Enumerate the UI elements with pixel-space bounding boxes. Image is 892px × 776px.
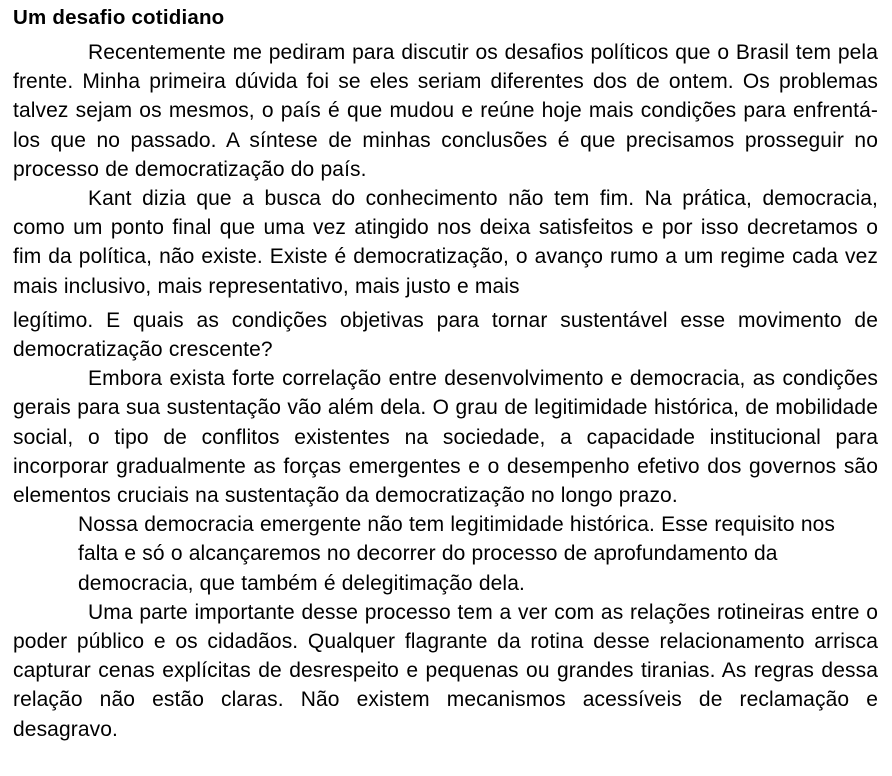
paragraph-2: Kant dizia que a busca do conhecimento não tem fim. Na prática, democracia, como um ponto final que uma vez atingido nos deixa satisfeitos e por isso decretamos o fim da política, não existe. Existe é democratização, o avanço rumo a um regime cada vez mais inclusivo, mais representativo, mais justo e mais	[13, 187, 878, 298]
paragraph-1: Recentemente me pediram para discutir os desafios políticos que o Brasil tem pela frente. Minha primeira dúvida foi se eles seriam diferentes dos de ontem. Os problemas talvez sejam os mesmos, o país é que mudou e reúne hoje mais condições para enfrentá-los que no passado. A síntese de minhas conclusões é que precisamos prosseguir no processo de democratização do país.	[13, 41, 878, 181]
page-title: Um desafio cotidiano	[13, 6, 225, 29]
paragraph-3: legítimo. E quais as condições objetivas para tornar sustentável esse movimento de democratização crescente?	[13, 308, 878, 362]
paragraph-6: Uma parte importante desse processo tem a ver com as relações rotineiras entre o poder público e os cidadãos. Qualquer flagrante da rotina desse relacionamento arrisca capturar cenas explícitas de desrespeito e pequenas ou grandes tiranias. As regras dessa relação não estão claras. Não existem mecanismos acessíveis de reclamação e desagravo.	[13, 600, 878, 741]
paragraph-5: Nossa democracia emergente não tem legitimidade histórica. Esse requisito nos falta e só o alcançaremos no decorrer do processo de aprofundamento da democracia, que também é delegitimação dela.	[78, 513, 836, 595]
document-body	[13, 38, 878, 744]
paragraph-4: Embora exista forte correlação entre desenvolvimento e democracia, as condições gerais para sua sustentação vão além dela. O grau de legitimidade histórica, de mobilidade social, o tipo de conflitos existentes na sociedade, a capacidade institucional para incorporar gradualmente as forças emergentes e o desempenho efetivo dos governos são elementos cruciais na sustentação da democratização no longo prazo.	[13, 367, 878, 508]
